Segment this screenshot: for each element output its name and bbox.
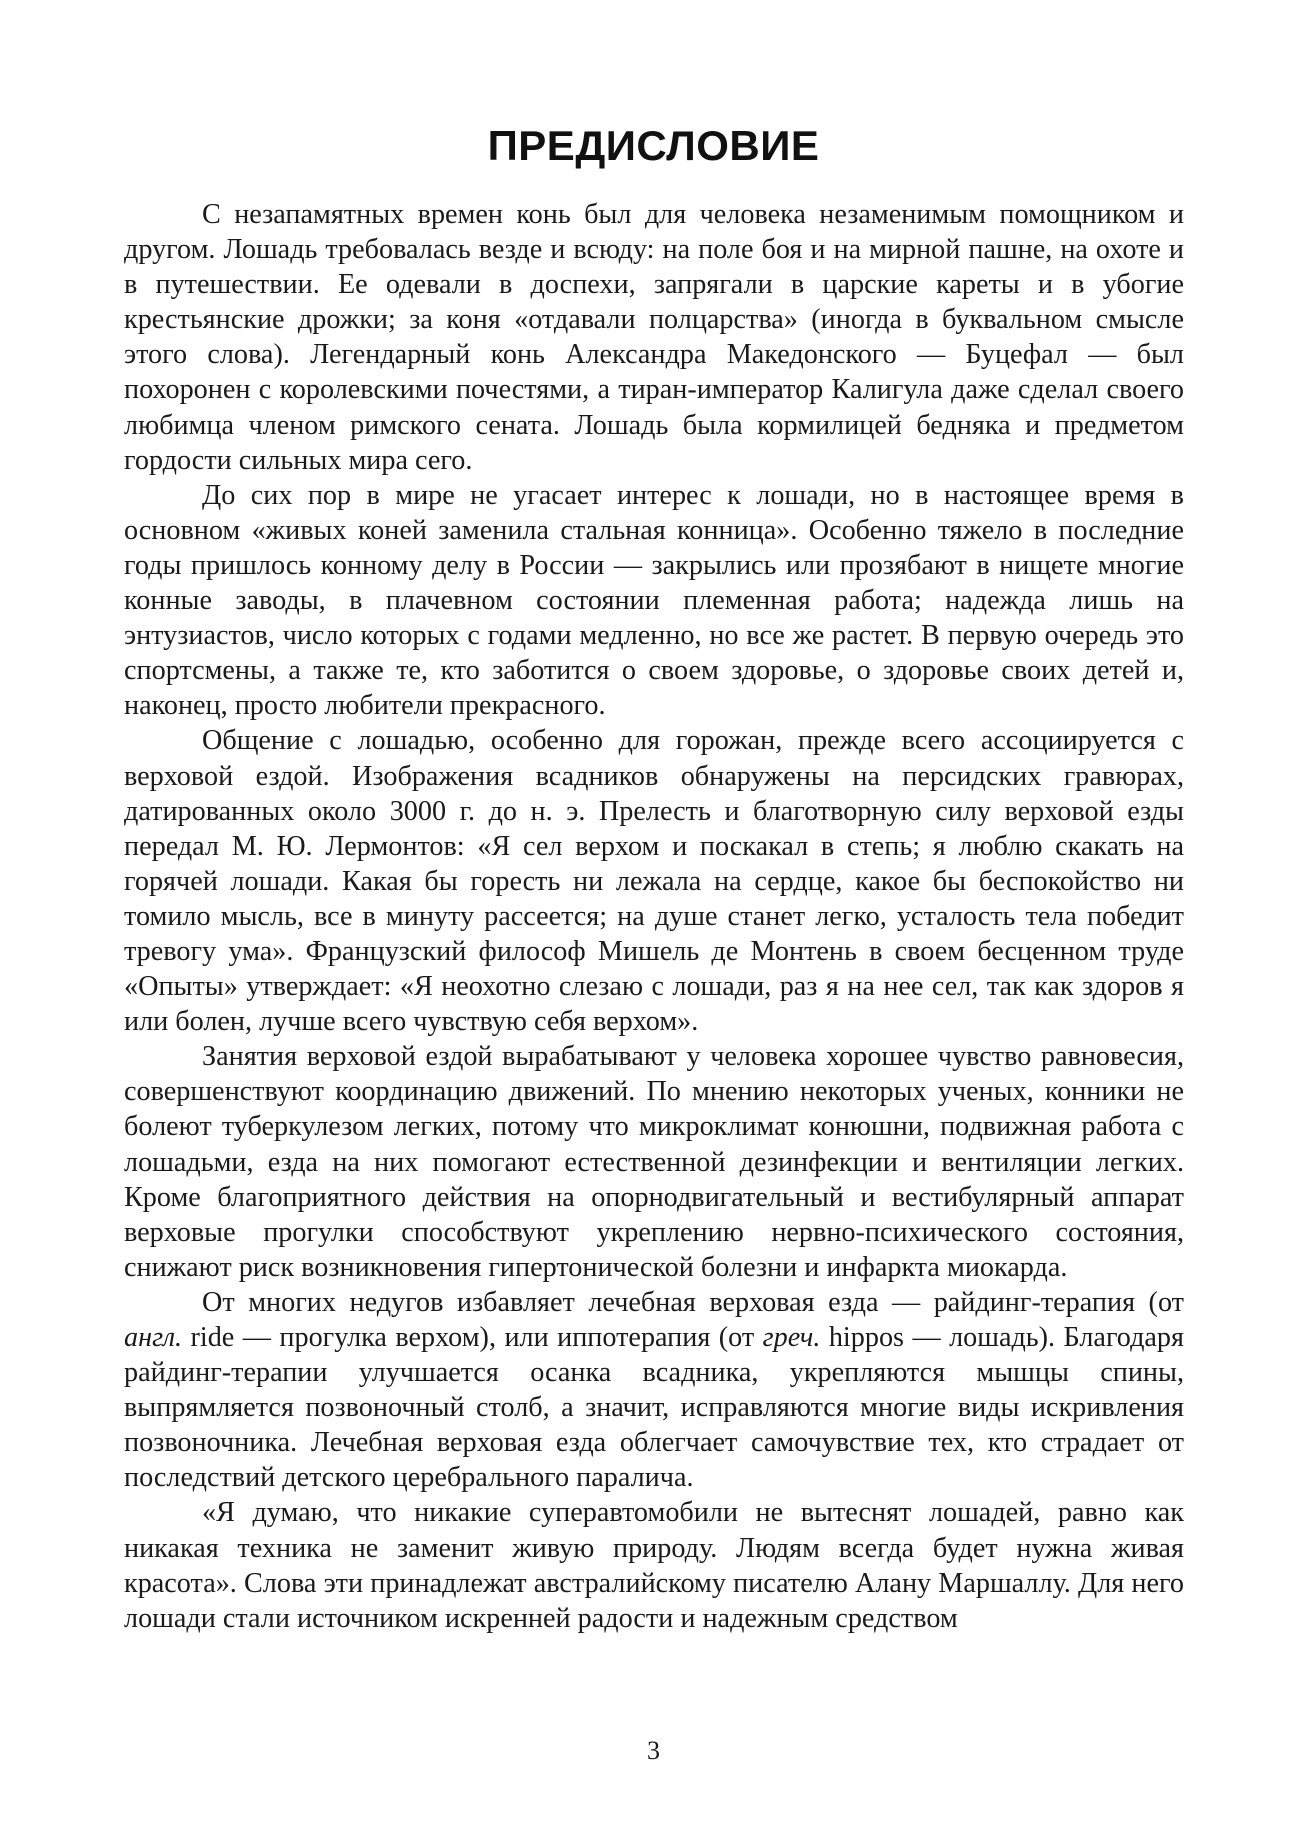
paragraph-6: «Я думаю, что никакие суперавтомобили не вытеснят лошадей, равно как никакая техника не заменит живую природу. Людям всегда будет нужна живая красота». Слова эти принадлежат австралийскому писателю Алану Маршаллу. Для него лошади стали источником искренней радости и надежным средством: [124, 1497, 1184, 1634]
paragraph-5-part-2: ride — прогулка верхом), или иппотерапия (от: [182, 1322, 763, 1353]
body-text: [124, 197, 1184, 1636]
paragraph-5: [124, 1285, 1184, 1496]
paragraph-5-part-1: От многих недугов избавляет лечебная верховая езда — райдинг-терапия (от: [202, 1286, 1184, 1318]
page-title: ПРЕДИСЛОВИЕ: [487, 122, 820, 169]
paragraph-1: С незапамятных времен конь был для человека незаменимым помощником и другом. Лошадь требовалась везде и всюду: на поле боя и на мирной пашне, на охоте и в путешествии. Ее одевали в доспехи, запрягали в царские кареты и в убогие крестьянские дрожки; за коня «отдавали полцарства» (иногда в буквальном смысле этого слова). Легендарный конь Александра Македонского — Буцефал — был похоронен с королевскими почестями, а тиран-император Калигула даже сделал своего любимца членом римского сената. Лошадь была кормилицей бедняка и предметом гордости сильных мира сего.: [124, 199, 1184, 476]
paragraph-3: Общение с лошадью, особенно для горожан, прежде всего ассоциируется с верховой ездой. Изображения всадников обнаружены на персидских гравюрах, датированных около 3000 г. до н. э. Прелесть и благотворную силу верховой езды передал М. Ю. Лермонтов: «Я сел верхом и поскакал в степь; я люблю скакать на горячей лошади. Какая бы горесть ни лежала на сердце, какое бы беспокойство ни томило мысль, все в минуту рассеется; на душе станет легко, усталость тела победит тревогу ума». Французский философ Мишель де Монтень в своем бесценном труде «Опыты» утверждает: «Я неохотно слезаю с лошади, раз я на нее сел, так как здоров я или болен, лучше всего чувствую себя верхом».: [124, 725, 1184, 1038]
paragraph-4: Занятия верховой ездой вырабатывают у человека хорошее чувство равновесия, совершенствуют координацию движений. По мнению некоторых ученых, конники не болеют туберкулезом легких, потому что микроклимат конюшни, подвижная работа с лошадьми, езда на них помогают естественной дезинфекции и вентиляции легких. Кроме благоприятного действия на опорнодвигательный и вестибулярный аппарат верховые прогулки способствуют укреплению нервно-психического состояния, снижают риск возникновения гипертонической болезни и инфаркта миокарда.: [124, 1041, 1184, 1283]
paragraph-2: До сих пор в мире не угасает интерес к лошади, но в настоящее время в основном «живых коней заменила стальная конница». Особенно тяжело в последние годы пришлось конному делу в России — закрылись или прозябают в нищете многие конные заводы, в плачевном состоянии племенная работа; надежда лишь на энтузиастов, число которых с годами медленно, но все же растет. В первую очередь это спортсмены, а также те, кто заботится о своем здоровье, о здоровье своих детей и, наконец, просто любители прекрасного.: [124, 479, 1184, 722]
abbreviation-greek: греч.: [762, 1322, 821, 1353]
abbreviation-english: англ.: [124, 1322, 183, 1353]
page-number: 3: [647, 1736, 660, 1765]
paragraph-5-part-3: hippos — лошадь). Благодаря райдинг-терапии улучшается осанка всадника, укрепляются мышцы спины, выпрямляется позвоночный столб, а значит, исправляются многие виды искривления позвоночника. Лечебная верховая езда облегчает самочувствие тех, кто страдает от последствий детского церебрального паралича.: [124, 1322, 1184, 1494]
